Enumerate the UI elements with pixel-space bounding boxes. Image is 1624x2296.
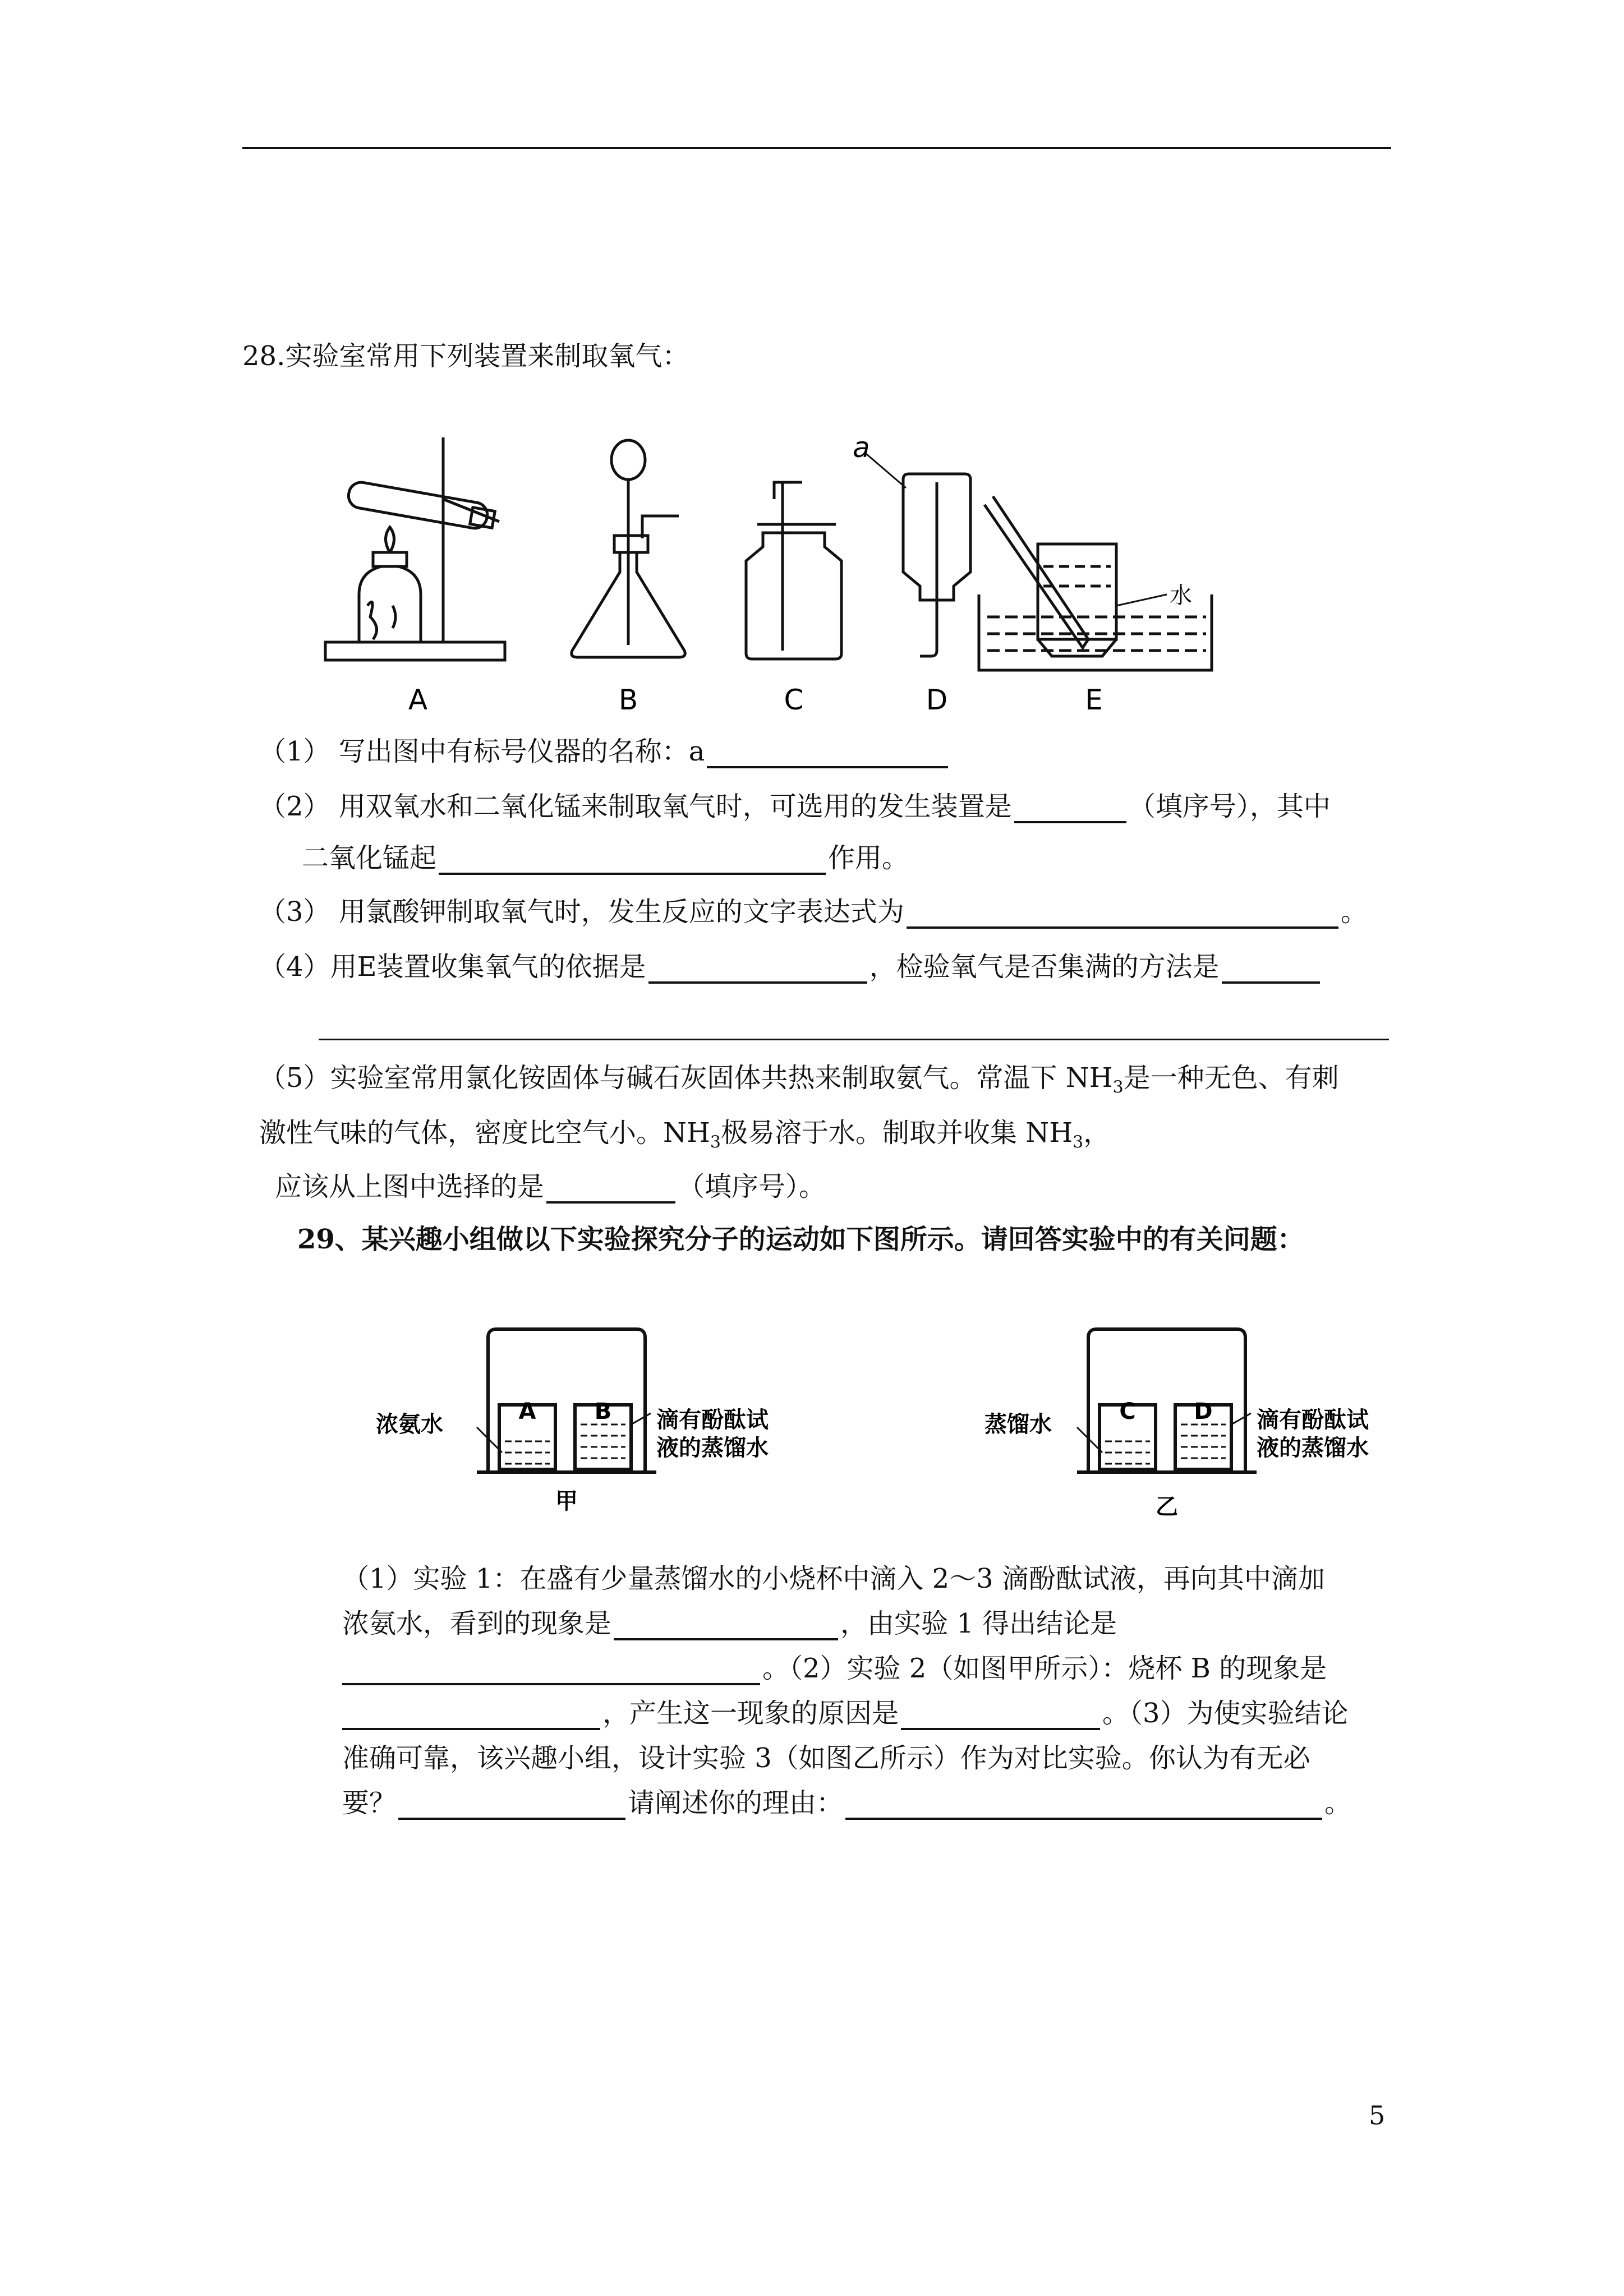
label-conc-ammonia: 浓氨水 [376,1412,443,1437]
q28-apparatus-figure [314,426,1335,718]
q28-s5b: 激性气味的气体，密度比空气小。$NH_3$极易溶于水。制取并收集 $NH_3$， [259,1117,1111,1152]
label-phenolphthalein-2b: 液的蒸馏水 [1257,1435,1369,1461]
label-beaker-C: C [1119,1399,1136,1424]
q29-p1-line6: 要？ 请阐述你的理由： 。 [342,1787,1352,1819]
label-water: 水 [1170,583,1192,608]
q28-title: 28.实验室常用下列装置来制取氧气： [242,340,689,372]
q28-s5a: （5）实验室常用氯化铵固体与碱石灰固体共热来制取氨气。常温下 $NH_3$是一种无色、有刺 [259,1062,1339,1098]
q29-p1-line2: 浓氨水，看到的现象是 ，由实验 1 得出结论是 [342,1608,1117,1639]
label-beaker-B: B [594,1399,612,1424]
label-B: B [618,684,638,716]
q29-p1-line3: 。（2）实验 2（如图甲所示）：烧杯 B 的现象是 [342,1652,1327,1685]
label-C: C [784,684,804,716]
label-phenolphthalein-1b: 液的蒸馏水 [656,1435,769,1461]
q28-s1: （1） 写出图中有标号仪器的名称：a [259,735,950,768]
q28-s3: （3） 用氯酸钾制取氧气时，发生反应的文字表达式为 。 [259,896,1368,928]
q28-s2b: 二氧化锰起 作用。 [302,842,909,874]
q29-title: 29、某兴趣小组做以下实验探究分子的运动如下图所示。请回答实验中的有关问题： [297,1224,1304,1255]
label-D: D [926,684,948,716]
label-phenolphthalein-1a: 滴有酚酞试 [656,1407,769,1433]
caption-jia: 甲 [555,1488,578,1514]
label-phenolphthalein-2a: 滴有酚酞试 [1257,1407,1369,1433]
q28-s4: （4）用E装置收集氧气的依据是 ，检验氧气是否集满的方法是 [259,950,1322,984]
label-distilled-water: 蒸馏水 [984,1412,1052,1437]
page-number: 5 [1369,2100,1386,2131]
label-A: A [408,684,428,716]
header-rule [242,147,1391,149]
caption-yi: 乙 [1156,1494,1178,1520]
q29-p1-line1: （1）实验 1：在盛有少量蒸馏水的小烧杯中滴入 2～3 滴酚酞试液，再向其中滴加 [342,1563,1325,1594]
q29-p1-line4: ，产生这一现象的原因是 。（3）为使实验结论 [342,1696,1349,1730]
q29-molecule-figure [348,1321,1487,1534]
label-a: a [853,431,870,464]
q29-p1-line5: 准确可靠，该兴趣小组，设计实验 3（如图乙所示）作为对比实验。你认为有无必 [342,1742,1310,1774]
label-E: E [1085,684,1103,716]
q28-s4-answer-line [319,1039,1389,1040]
label-beaker-A: A [518,1399,536,1424]
label-beaker-D: D [1194,1399,1213,1424]
q28-s5c: 应该从上图中选择的是 （填序号）。 [275,1171,826,1202]
q28-s2: （2） 用双氧水和二氧化锰来制取氧气时，可选用的发生装置是 （填序号），其中 [259,791,1331,822]
stand-base [325,642,505,660]
